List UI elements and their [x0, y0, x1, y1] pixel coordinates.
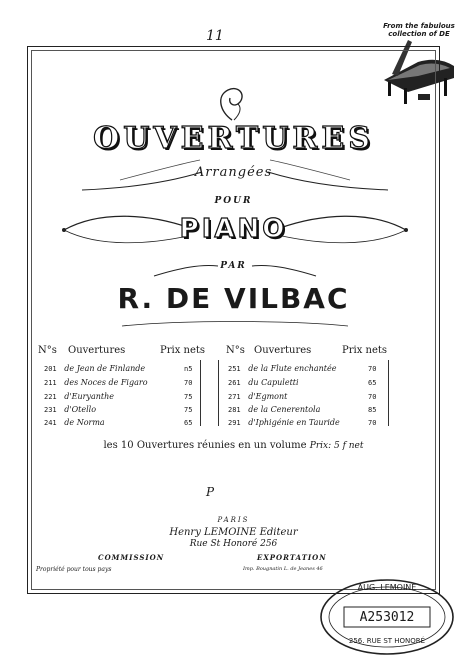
- printer-notice: Imp. Bougnatin L. de Jeanes 46: [243, 566, 323, 572]
- library-stamp: [318, 577, 456, 657]
- divider-ornament: [120, 320, 350, 332]
- table-row: 221 d'Euryanthe: [44, 392, 114, 401]
- par-label: PAR: [220, 261, 247, 271]
- stamp-bottom-text: 256. RUE ST HONORÉ: [348, 637, 426, 645]
- top-flourish-icon: [180, 82, 290, 122]
- price-cell: 65: [368, 379, 377, 387]
- page-number: 11: [206, 28, 224, 44]
- table-row: 241 de Norma: [44, 418, 105, 427]
- arranged-label: Arrangées: [194, 165, 273, 180]
- price-cell: 85: [368, 406, 377, 414]
- price-cell: 70: [184, 379, 193, 387]
- pour-label: POUR: [214, 196, 253, 206]
- left-no-header: N°s: [38, 345, 57, 356]
- table-row: 211 des Noces de Figaro: [44, 378, 148, 387]
- price-cell: 65: [184, 419, 193, 427]
- exportation-label: EXPORTATION: [257, 553, 327, 562]
- column-rule-right: [388, 360, 389, 426]
- table-row: 271 d'Egmont: [228, 392, 288, 401]
- table-row: 291 d'Iphigénie en Tauride: [228, 418, 340, 427]
- column-rule-left: [200, 360, 201, 426]
- composer-name: R. DE VILBAC: [117, 282, 350, 315]
- main-title: OUVERTURES: [93, 121, 374, 156]
- price-cell: 70: [368, 393, 377, 401]
- right-title-header: Ouvertures: [254, 345, 312, 356]
- collection-caption: From the fabulous collection of DE: [383, 22, 455, 38]
- table-row: 251 de la Flute enchantée: [228, 364, 337, 373]
- price-cell: 70: [368, 419, 377, 427]
- column-rule-middle: [218, 360, 219, 426]
- price-cell: 75: [184, 406, 193, 414]
- stamp-top-text: AUG. LEMOINE: [357, 583, 417, 592]
- right-no-header: N°s: [226, 345, 245, 356]
- commission-label: COMMISSION: [98, 553, 165, 562]
- right-price-header: Prix nets: [342, 345, 388, 356]
- publisher-name: Henry LEMOINE Editeur: [169, 527, 298, 538]
- price-cell: n5: [184, 365, 193, 373]
- stamp-number: A253012: [359, 610, 415, 625]
- left-title-header: Ouvertures: [68, 345, 126, 356]
- reunion-price: Prix: 5 f net: [309, 441, 364, 451]
- publisher-address: Rue St Honoré 256: [189, 539, 278, 549]
- price-cell: 75: [184, 393, 193, 401]
- property-notice: Propriété pour tous pays: [36, 566, 112, 573]
- table-row: 231 d'Otello: [44, 405, 97, 414]
- table-row: 261 du Capuletti: [228, 378, 299, 387]
- par-flourish-icon: [150, 252, 320, 282]
- plate-mark: P: [206, 485, 215, 499]
- reunion-text: les 10 Ouvertures réunies en un volume: [103, 440, 307, 451]
- price-cell: 70: [368, 365, 377, 373]
- table-row: 201 de Jean de Finlande: [44, 364, 146, 373]
- table-row: 281 de la Cenerentola: [228, 405, 321, 414]
- publisher-city: PARIS: [217, 516, 250, 524]
- left-price-header: Prix nets: [160, 345, 206, 356]
- instrument-title: PIANO: [179, 214, 288, 244]
- reunion-line: [0, 440, 467, 451]
